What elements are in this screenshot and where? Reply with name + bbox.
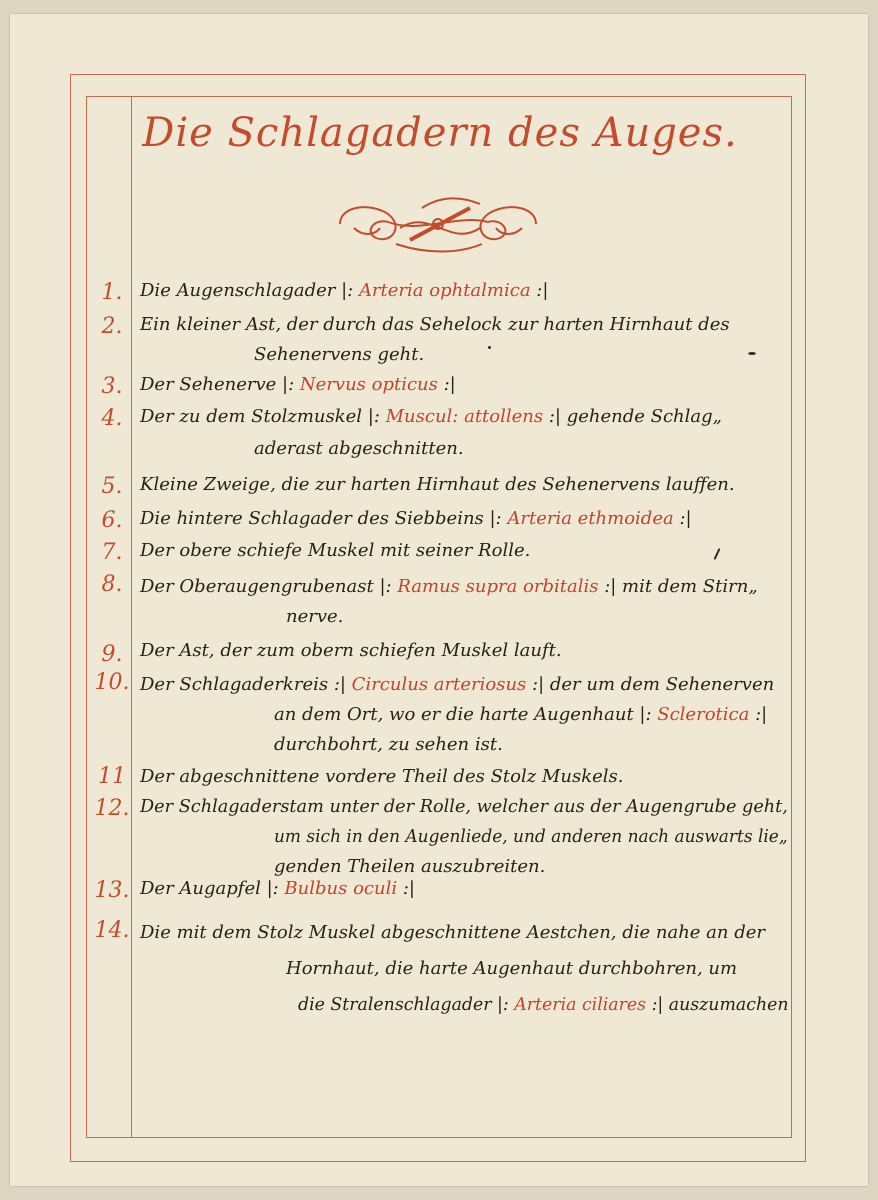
entry-line: Der Oberaugengrubenast |: Ramus supra orbitalis :| mit dem Stirn„ [140,576,758,597]
paper-speck [748,352,756,355]
entry-number: 6. [101,508,123,533]
entry-number: 13. [94,878,130,903]
entry-number: 8. [101,572,123,597]
entry-number: 10. [94,670,130,695]
entry-line: Sehenervens geht. [254,344,425,365]
entry-number: 9. [101,642,123,667]
entry-number: 1. [101,280,123,305]
entry-number: 2. [101,314,123,339]
entry-number: 14. [94,918,130,943]
entry-number: 12. [94,796,130,821]
entry-line: durchbohrt, zu sehen ist. [274,734,503,755]
entry-line: genden Theilen auszubreiten. [274,856,546,877]
entry-line: an dem Ort, wo er die harte Augenhaut |: Sclerotica :| [274,704,768,725]
entry-line: Der abgeschnittene vordere Theil des Stolz Muskels. [140,766,624,787]
entry-line: Die Augenschlagader |: Arteria ophtalmica :| [140,280,549,301]
entry-line: Die mit dem Stolz Muskel abgeschnittene Aestchen, die nahe an der [140,922,765,943]
entry-number: 3. [101,374,123,399]
paper-speck [488,346,491,349]
entry-number: 5. [101,474,123,499]
entry-line: Der Sehenerve |: Nervus opticus :| [140,374,456,395]
entry-line: Der obere schiefe Muskel mit seiner Rolle. [140,540,531,561]
entry-line: Ein kleiner Ast, der durch das Sehelock zur harten Hirnhaut des [140,314,730,335]
entry-line: Der Schlagaderstam unter der Rolle, welcher aus der Augengrube geht, [140,796,788,817]
entry-line: aderast abgeschnitten. [254,438,464,459]
ornamental-flourish [330,188,546,260]
entry-line: um sich in den Augenliede, und anderen nach auswarts lie„ [274,826,788,847]
number-column-rule [131,96,132,1138]
entry-line: Der zu dem Stolzmuskel |: Muscul: attollens :| gehende Schlag„ [140,406,722,427]
entry-line: Kleine Zweige, die zur harten Hirnhaut des Sehenervens lauffen. [140,474,735,495]
entry-line: nerve. [286,606,344,627]
entry-line: Hornhaut, die harte Augenhaut durchbohren, um [286,958,738,979]
entry-line: Die hintere Schlagader des Siebbeins |: Arteria ethmoidea :| [140,508,692,529]
entry-number: 11 [98,764,126,789]
entry-number: 4. [101,406,123,431]
page-title: Die Schlagadern des Auges. [142,110,738,156]
entry-line: Der Schlagaderkreis :| Circulus arteriosus :| der um dem Sehenerven [140,674,775,695]
entry-line: Der Ast, der zum obern schiefen Muskel lauft. [140,640,562,661]
entry-number: 7. [101,540,123,565]
entry-line: Der Augapfel |: Bulbus oculi :| [140,878,415,899]
entry-line: die Stralenschlagader |: Arteria ciliares :| auszumachen [298,994,789,1015]
